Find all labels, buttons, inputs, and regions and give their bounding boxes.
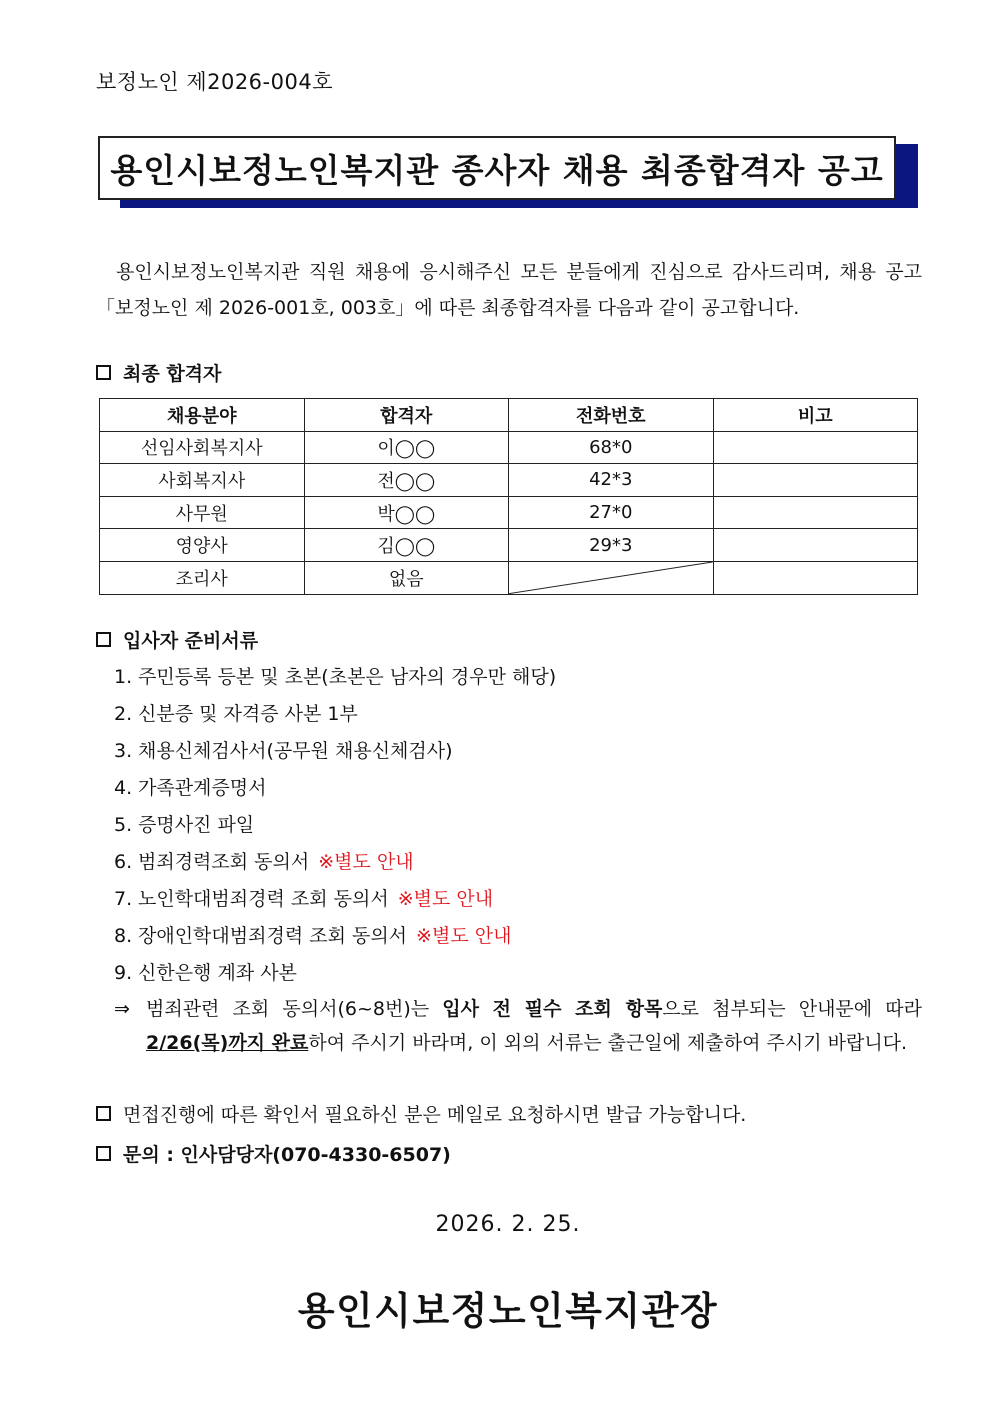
item-text: 노인학대범죄경력 조회 동의서 [138,888,389,910]
cell-field: 영양사 [100,529,305,562]
table-row [100,561,918,594]
cell-note [713,431,918,464]
cell-name: 없음 [304,561,509,594]
item-number: 8. [114,925,133,947]
item-text: 장애인학대범죄경력 조회 동의서 [138,925,408,947]
item-text: 신분증 및 자격증 사본 1부 [138,703,358,725]
item-text: 가족관계증명서 [138,777,267,799]
list-item [114,770,922,807]
docs-section-heading [96,626,258,653]
item-number: 9. [114,962,133,984]
right-double-arrow-icon: ⇒ [114,998,130,1020]
cell-note [713,561,918,594]
table-row [100,529,918,562]
list-item [114,881,922,918]
note-text: 범죄관련 조회 동의서(6~8번)는 [146,998,443,1020]
separate-notice-flag: ※별도 안내 [397,888,494,910]
note-emphasis: 입사 전 필수 조회 항목 [442,998,663,1020]
cell-phone: 68*0 [509,431,714,464]
note-line-2 [114,1026,922,1060]
issuer-signature: 용인시보정노인복지관장 [297,1289,719,1333]
interview-note [96,1100,746,1127]
docs-section-heading-text: 입사자 준비서류 [123,630,259,652]
item-number: 6. [114,851,133,873]
diagonal-slash-icon [509,562,713,594]
item-text: 주민등록 등본 및 초본(초본은 남자의 경우만 해당) [138,666,557,688]
checkbox-square-icon [96,365,111,380]
cell-name: 박◯◯ [304,496,509,529]
intro-paragraph: 용인시보정노인복지관 직원 채용에 응시해주신 모든 분들에게 진심으로 감사드리며, 채용 공고「보정노인 제 2026-001호, 003호」에 따른 최종합격자를 다음과 같이 공고합니다. [96,261,922,319]
list-item [114,918,922,955]
list-item [114,955,922,992]
result-table [99,398,918,595]
cell-name: 이◯◯ [304,431,509,464]
contact-text: 문의 : 인사담당자(070-4330-6507) [123,1144,451,1166]
title-box [98,136,896,200]
cell-note [713,464,918,497]
separate-notice-flag: ※별도 안내 [318,851,414,873]
item-number: 4. [114,777,133,799]
cell-phone-empty [509,561,714,594]
list-item [114,659,922,696]
note-text: 하여 주시기 바라며, 이 외의 서류는 출근일에 제출하여 주시기 바랍니다. [308,1032,908,1054]
header-note: 비고 [713,399,918,432]
checkbox-square-icon [96,1146,111,1161]
table-row [100,496,918,529]
cell-note [713,496,918,529]
page-title: 용인시보정노인복지관 종사자 채용 최종합격자 공고 [110,150,884,190]
cell-note [713,529,918,562]
issue-date: 2026. 2. 25. [435,1212,581,1237]
item-number: 3. [114,740,133,762]
cell-field: 사회복지사 [100,464,305,497]
header-name: 합격자 [304,399,509,432]
list-item [114,696,922,733]
item-number: 5. [114,814,133,836]
list-item [114,733,922,770]
list-item [114,844,922,881]
table-row [100,464,918,497]
item-text: 범죄경력조회 동의서 [138,851,310,873]
cell-phone: 29*3 [509,529,714,562]
cell-field: 사무원 [100,496,305,529]
interview-note-text: 면접진행에 따른 확인서 필요하신 분은 메일로 요청하시면 발급 가능합니다. [123,1104,747,1126]
item-number: 2. [114,703,133,725]
separate-notice-flag: ※별도 안내 [416,925,512,947]
cell-field: 조리사 [100,561,305,594]
list-item [114,807,922,844]
note-text: 으로 첨부되는 안내문에 따라 [662,998,922,1020]
cell-phone: 42*3 [509,464,714,497]
cell-name: 전◯◯ [304,464,509,497]
documents-note [114,992,922,1060]
item-text: 채용신체검사서(공무원 채용신체검사) [138,740,453,762]
cell-name: 김◯◯ [304,529,509,562]
item-text: 증명사진 파일 [138,814,255,836]
cell-phone: 27*0 [509,496,714,529]
required-documents-list [114,659,922,992]
item-number: 7. [114,888,133,910]
item-number: 1. [114,666,133,688]
final-section-heading-text: 최종 합격자 [123,363,222,385]
header-field: 채용분야 [100,399,305,432]
table-row [100,431,918,464]
final-section-heading [96,359,221,386]
contact-info [96,1140,451,1167]
document-number: 보정노인 제2026-004호 [96,70,333,94]
table-header-row [100,399,918,432]
note-line-1 [146,992,922,1026]
checkbox-square-icon [96,632,111,647]
cell-field: 선임사회복지사 [100,431,305,464]
deadline-emphasis: 2/26(목)까지 완료 [146,1032,309,1054]
header-phone: 전화번호 [509,399,714,432]
checkbox-square-icon [96,1106,111,1121]
item-text: 신한은행 계좌 사본 [138,962,297,984]
